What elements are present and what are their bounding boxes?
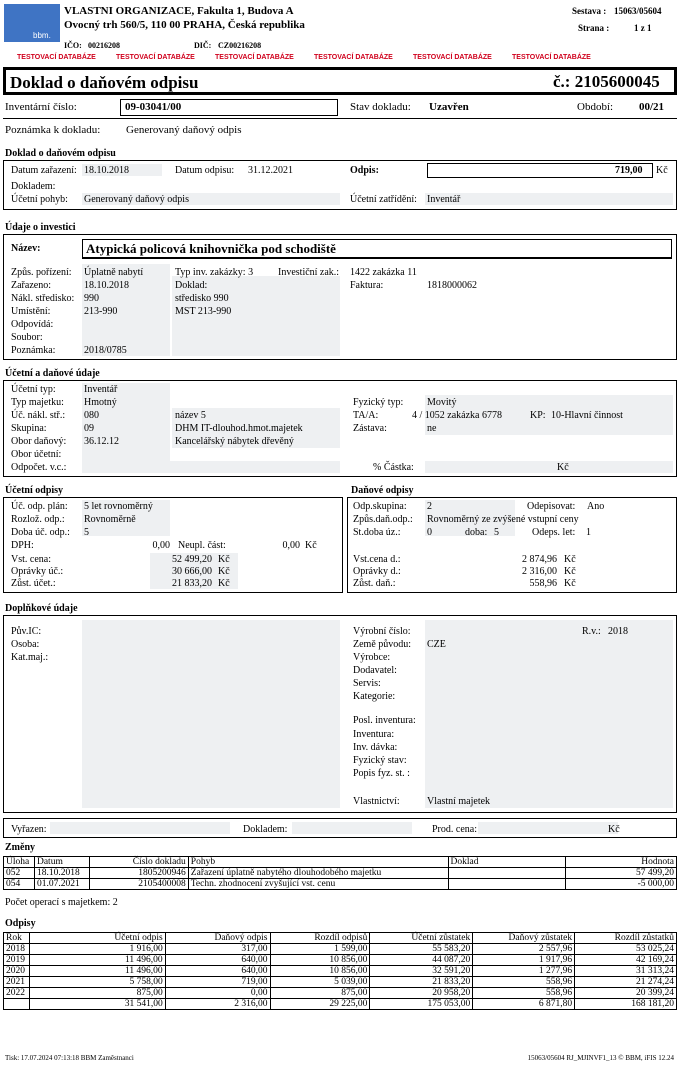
stdoba-value: 0 — [427, 527, 432, 538]
neupl-unit: Kč — [305, 540, 317, 551]
obdobi-label: Období: — [577, 101, 614, 113]
col-header: Hodnota — [566, 857, 677, 868]
table-row — [4, 977, 677, 988]
document-number: č.: 2105600045 — [553, 72, 660, 91]
cell: 2021 — [4, 977, 30, 988]
dan-opravky-value: 2 316,00 — [522, 566, 557, 577]
vyr-dokladem-label: Dokladem: — [243, 824, 288, 835]
footer-print-info: Tisk: 17.07.2024 07:13:18 BBM Zaměstnanci — [5, 1054, 134, 1062]
rule — [3, 118, 677, 119]
ico-label: IČO: — [64, 41, 82, 50]
total-cell: 29 225,00 — [270, 999, 370, 1010]
col-header: Daňový odpis — [165, 933, 270, 944]
footer-report-info: 15063/05604 RJ_MJINVF1_13 © BBM, iFIS 12.24 — [527, 1054, 674, 1062]
cell: 0,00 — [165, 988, 270, 999]
zust-value: 21 833,20 — [172, 578, 212, 589]
total-cell: 175 053,00 — [370, 999, 473, 1010]
ico-value: 00216208 — [88, 41, 120, 50]
poznamka-label: Poznámka k dokladu: — [5, 124, 101, 136]
cell: 18.10.2018 — [34, 868, 89, 879]
dic-value: CZ00216208 — [218, 41, 262, 50]
test-db-banner-1: TESTOVACÍ DATABÁZE — [17, 54, 96, 61]
zarazeno-label: Zařazeno: — [11, 280, 51, 291]
kat-maj-label: Kat.maj.: — [11, 652, 49, 663]
odeps-value: 1 — [586, 527, 591, 538]
stav-value: Uzavřen — [429, 101, 469, 113]
fyz-stav-label: Fyzický stav: — [353, 755, 407, 766]
typ-majetku-value: Hmotný — [84, 397, 117, 408]
datum-zarazeni-value: 18.10.2018 — [84, 165, 129, 176]
rozloz-value: Rovnoměrně — [84, 514, 136, 525]
dodavatel-label: Dodavatel: — [353, 665, 397, 676]
doba-label: Doba úč. odp.: — [11, 527, 70, 538]
typ-inv-label: Typ inv. zakázky: 3 — [175, 267, 254, 278]
cell: 53 025,24 — [575, 944, 677, 955]
cell: 1 599,00 — [270, 944, 370, 955]
logo — [4, 4, 60, 42]
dan-zpusob-value: Rovnoměrný ze zvýšené vstupní ceny — [427, 514, 579, 525]
uct-nakl-value: 080 — [84, 410, 99, 421]
rv-value: 2018 — [608, 626, 628, 637]
section-title-zmeny: Změny — [5, 842, 35, 853]
zeme-label: Země původu: — [353, 639, 412, 650]
dan-zust-unit: Kč — [564, 578, 576, 589]
odepisovat-value: Ano — [587, 501, 605, 512]
vlastnictvi-value: Vlastní majetek — [427, 796, 491, 807]
opravky-unit: Kč — [218, 566, 230, 577]
table-row — [4, 966, 677, 977]
total-cell: 168 181,20 — [575, 999, 677, 1010]
uct-nakl-label: Úč. nákl. stř.: — [11, 410, 66, 421]
cell: 5 039,00 — [270, 977, 370, 988]
vlastnictvi-label: Vlastnictví: — [353, 796, 400, 807]
col-header: Účetní odpis — [29, 933, 165, 944]
col-header: Rozdíl zůstatků — [575, 933, 677, 944]
vyrobce-label: Výrobce: — [353, 652, 391, 663]
col-header: Rozdíl odpisů — [270, 933, 370, 944]
sestava-value: 15063/05604 — [614, 6, 662, 16]
sestava-label: Sestava : — [572, 6, 607, 16]
dan-vst-value: 2 874,96 — [522, 554, 557, 565]
test-db-banner-2: TESTOVACÍ DATABÁZE — [116, 54, 195, 61]
col-header: Doklad — [448, 857, 566, 868]
inv-value: 09-03041/00 — [125, 101, 182, 113]
cell: 2105400008 — [89, 879, 188, 890]
table-row — [4, 868, 677, 879]
totals-row — [4, 999, 677, 1010]
posl-inv-label: Posl. inventura: — [353, 715, 416, 726]
odpocet-label: Odpočet. v.c.: — [11, 462, 67, 473]
col-header: Úloha — [4, 857, 35, 868]
section-title-odpisy: Odpisy — [5, 918, 36, 929]
col-header: Daňový zůstatek — [473, 933, 575, 944]
castka-unit: Kč — [557, 462, 569, 473]
stdoba-label: St.doba úz.: — [353, 527, 401, 538]
odpis-value: 719,00 — [615, 165, 643, 176]
nakl-value: 990 — [84, 293, 99, 304]
cell: 1 277,96 — [473, 966, 575, 977]
obor-ucetni-label: Obor účetní: — [11, 449, 62, 460]
ucetni-zatrideni-value: Inventář — [427, 194, 461, 205]
col-header: Číslo dokladu — [89, 857, 188, 868]
zeme-value: CZE — [427, 639, 446, 650]
inv-davka-label: Inv. dávka: — [353, 742, 398, 753]
section-title-doplnkove: Doplňkové údaje — [5, 603, 78, 614]
popis-label: Popis fyz. st. : — [353, 768, 410, 779]
test-db-banner-3: TESTOVACÍ DATABÁZE — [215, 54, 294, 61]
zpusob-label: Způs. pořízení: — [11, 267, 72, 278]
umisteni-label: Umístění: — [11, 306, 51, 317]
opravky-label: Oprávky úč.: — [11, 566, 64, 577]
zarazeno-value: 18.10.2018 — [84, 280, 129, 291]
cell: Techn. zhodnocení zvyšující vst. cenu — [188, 879, 448, 890]
skupina-nazev: DHM IT-dlouhod.hmot.majetek — [175, 423, 303, 434]
dan-skupina-label: Odp.skupina: — [353, 501, 407, 512]
plan-label: Úč. odp. plán: — [11, 501, 68, 512]
nazev-label: Název: — [11, 243, 41, 254]
ucetni-pohyb-label: Účetní pohyb: — [11, 194, 68, 205]
dan-doba-value: 5 — [494, 527, 499, 538]
org-name: VLASTNI ORGANIZACE, Fakulta 1, Budova A — [64, 5, 294, 17]
zastava-label: Zástava: — [353, 423, 387, 434]
fyzicky-typ-value: Movitý — [427, 397, 457, 408]
vyr-dokladem-field — [292, 822, 412, 834]
odpocet-field — [82, 461, 340, 473]
strana-label: Strana : — [578, 23, 610, 33]
neupl-value: 0,00 — [282, 540, 300, 551]
obor-danovy-nazev: Kancelářský nábytek dřevěný — [175, 436, 294, 447]
prod-cena-label: Prod. cena: — [432, 824, 477, 835]
skupina-label: Skupina: — [11, 423, 47, 434]
ta-label: TA/A: — [353, 410, 379, 421]
neupl-label: Neupl. část: — [178, 540, 226, 551]
vst-label: Vst. cena: — [11, 554, 51, 565]
odpisy-table — [3, 932, 677, 1010]
cell: 2 557,96 — [473, 944, 575, 955]
zmeny-table — [3, 856, 677, 890]
cell: 2020 — [4, 966, 30, 977]
typ-majetku-label: Typ majetku: — [11, 397, 64, 408]
total-cell: 31 541,00 — [29, 999, 165, 1010]
obdobi-value: 00/21 — [639, 101, 665, 113]
dan-zust-label: Zůst. daň.: — [353, 578, 396, 589]
cell: 44 087,20 — [370, 955, 473, 966]
cell: 1 916,00 — [29, 944, 165, 955]
table-row — [4, 879, 677, 890]
vyrazen-field — [50, 822, 230, 834]
inventura-label: Inventura: — [353, 729, 395, 740]
kategorie-label: Kategorie: — [353, 691, 396, 702]
ucetni-zatrideni-field — [425, 193, 673, 205]
rozloz-label: Rozlož. odp.: — [11, 514, 65, 525]
section-title-ucetni: Účetní a daňové údaje — [5, 368, 100, 379]
cell: 558,96 — [473, 977, 575, 988]
zpusob-value: Úplatně nabytí — [84, 267, 144, 278]
cell: 317,00 — [165, 944, 270, 955]
test-db-banner-6: TESTOVACÍ DATABÁZE — [512, 54, 591, 61]
obor-danovy-value: 36.12.12 — [84, 436, 119, 447]
strana-value: 1 z 1 — [634, 23, 652, 33]
obor-danovy-label: Obor daňový: — [11, 436, 67, 447]
zastava-value: ne — [427, 423, 437, 434]
cell: 21 833,20 — [370, 977, 473, 988]
cell: 640,00 — [165, 955, 270, 966]
cell: 20 399,24 — [575, 988, 677, 999]
cell: 1805200946 — [89, 868, 188, 879]
cell: 875,00 — [270, 988, 370, 999]
datum-odpisu-label: Datum odpisu: — [175, 165, 235, 176]
zust-unit: Kč — [218, 578, 230, 589]
cell: 10 856,00 — [270, 955, 370, 966]
ucetni-pohyb-value: Generovaný daňový odpis — [84, 194, 189, 205]
dic-label: DIČ: — [194, 41, 212, 50]
cell: 1 917,96 — [473, 955, 575, 966]
vyrobni-label: Výrobní číslo: — [353, 626, 411, 637]
nazev-value: Atypická policová knihovnička pod schodiště — [86, 241, 336, 256]
odpisy-header-row — [4, 933, 677, 944]
cell: -5 000,00 — [566, 879, 677, 890]
logo-text: bbm. — [33, 31, 51, 40]
cell: 01.07.2021 — [34, 879, 89, 890]
prod-cena-unit: Kč — [608, 824, 620, 835]
document-title: Doklad o daňovém odpisu — [10, 73, 199, 92]
zmeny-header-row — [4, 857, 677, 868]
zmeny-count: Počet operací s majetkem: 2 — [5, 897, 118, 908]
cell: 875,00 — [29, 988, 165, 999]
section-title-doklad: Doklad o daňovém odpisu — [5, 148, 116, 159]
cell: 054 — [4, 879, 35, 890]
section-title-investice: Údaje o investici — [5, 222, 76, 233]
col-header: Účetní zůstatek — [370, 933, 473, 944]
dan-vst-label: Vst.cena d.: — [353, 554, 401, 565]
puv-ic-label: Pův.IC: — [11, 626, 42, 637]
test-db-banner-4: TESTOVACÍ DATABÁZE — [314, 54, 393, 61]
nakl-label: Nákl. středisko: — [11, 293, 75, 304]
cell: 719,00 — [165, 977, 270, 988]
fyzicky-typ-label: Fyzický typ: — [353, 397, 404, 408]
odpis-label: Odpis: — [350, 165, 379, 176]
section-title-danove-odpisy: Daňové odpisy — [351, 485, 414, 496]
cell: 20 958,20 — [370, 988, 473, 999]
cell: 2018 — [4, 944, 30, 955]
datum-zarazeni-label: Datum zařazení: — [11, 165, 77, 176]
ucetni-zatrideni-label: Účetní zatřídění: — [350, 194, 417, 205]
inv-label: Inventární číslo: — [5, 101, 77, 113]
cell: 11 496,00 — [29, 955, 165, 966]
total-cell: 2 316,00 — [165, 999, 270, 1010]
cell: 2019 — [4, 955, 30, 966]
rv-label: R.v.: — [582, 626, 601, 637]
kp-value: 10-Hlavní činnost — [551, 410, 623, 421]
cell — [4, 999, 30, 1010]
castka-field — [425, 461, 673, 473]
dan-opravky-label: Oprávky d.: — [353, 566, 401, 577]
faktura-label: Faktura: — [350, 280, 384, 291]
vyrazen-label: Vyřazen: — [11, 824, 47, 835]
table-row — [4, 944, 677, 955]
dph-value: 0,00 — [152, 540, 170, 551]
odpovida-label: Odpovídá: — [11, 319, 54, 330]
cell: 2022 — [4, 988, 30, 999]
servis-label: Servis: — [353, 678, 381, 689]
poznamka-value: Generovaný daňový odpis — [126, 124, 242, 136]
vst-unit: Kč — [218, 554, 230, 565]
uct-nakl-nazev: název 5 — [175, 410, 206, 421]
doplnkove-left-field — [82, 620, 340, 808]
faktura-value: 1818000062 — [427, 280, 477, 291]
ucetni-typ-label: Účetní typ: — [11, 384, 56, 395]
ta-value: 4 / 1052 zakázka 6778 — [412, 410, 502, 421]
cell — [448, 868, 566, 879]
dan-skupina-value: 2 — [427, 501, 432, 512]
total-cell: 6 871,80 — [473, 999, 575, 1010]
prod-cena-field — [478, 822, 618, 834]
vst-value: 52 499,20 — [172, 554, 212, 565]
stav-label: Stav dokladu: — [350, 101, 411, 113]
dan-vst-unit: Kč — [564, 554, 576, 565]
poznamka-inv-label: Poznámka: — [11, 345, 56, 356]
plan-value: 5 let rovnoměrný — [84, 501, 153, 512]
col-header: Pohyb — [188, 857, 448, 868]
doplnkove-right-field — [425, 620, 673, 808]
test-db-banner-5: TESTOVACÍ DATABÁZE — [413, 54, 492, 61]
nakl-nazev: středisko 990 — [175, 293, 229, 304]
section-title-ucetni-odpisy: Účetní odpisy — [5, 485, 64, 496]
doklad-label: Doklad: — [175, 280, 208, 291]
cell — [448, 879, 566, 890]
odepisovat-label: Odepisovat: — [527, 501, 576, 512]
odeps-label: Odeps. let: — [532, 527, 576, 538]
table-row — [4, 955, 677, 966]
cell: 640,00 — [165, 966, 270, 977]
dan-zust-value: 558,96 — [529, 578, 557, 589]
umisteni-nazev: MST 213-990 — [175, 306, 232, 317]
cell: Zařazení úplatně nabytého dlouhodobého majetku — [188, 868, 448, 879]
ucetni-typ-value: Inventář — [84, 384, 118, 395]
dan-doba-label: doba: — [465, 527, 488, 538]
col-header: Datum — [34, 857, 89, 868]
cell: 558,96 — [473, 988, 575, 999]
odpis-unit: Kč — [656, 165, 668, 176]
skupina-value: 09 — [84, 423, 94, 434]
doba-value: 5 — [84, 527, 89, 538]
datum-odpisu-value: 31.12.2021 — [248, 165, 293, 176]
investicni-zak-value: 1422 zakázka 11 — [350, 267, 417, 278]
poznamka-inv-value: 2018/0785 — [84, 345, 127, 356]
table-row — [4, 988, 677, 999]
cell: 55 583,20 — [370, 944, 473, 955]
umisteni-value: 213-990 — [84, 306, 118, 317]
cell: 5 758,00 — [29, 977, 165, 988]
castka-label: % Částka: — [373, 462, 414, 473]
cell: 10 856,00 — [270, 966, 370, 977]
dokladem-label: Dokladem: — [11, 181, 56, 192]
cell: 31 313,24 — [575, 966, 677, 977]
dph-label: DPH: — [11, 540, 34, 551]
dan-zpusob-label: Způs.daň.odp.: — [353, 514, 413, 525]
cell: 57 499,20 — [566, 868, 677, 879]
zust-label: Zůst. účet.: — [11, 578, 56, 589]
cell: 11 496,00 — [29, 966, 165, 977]
col-header: Rok — [4, 933, 30, 944]
soubor-label: Soubor: — [11, 332, 43, 343]
cell: 052 — [4, 868, 35, 879]
cell: 42 169,24 — [575, 955, 677, 966]
cell: 21 274,24 — [575, 977, 677, 988]
cell: 32 591,20 — [370, 966, 473, 977]
investicni-zak-label: Investiční zak.: — [278, 267, 340, 278]
org-address: Ovocný trh 560/5, 110 00 PRAHA, Česká republika — [64, 19, 305, 31]
osoba-label: Osoba: — [11, 639, 40, 650]
kp-label: KP: — [530, 410, 546, 421]
opravky-value: 30 666,00 — [172, 566, 212, 577]
dan-opravky-unit: Kč — [564, 566, 576, 577]
